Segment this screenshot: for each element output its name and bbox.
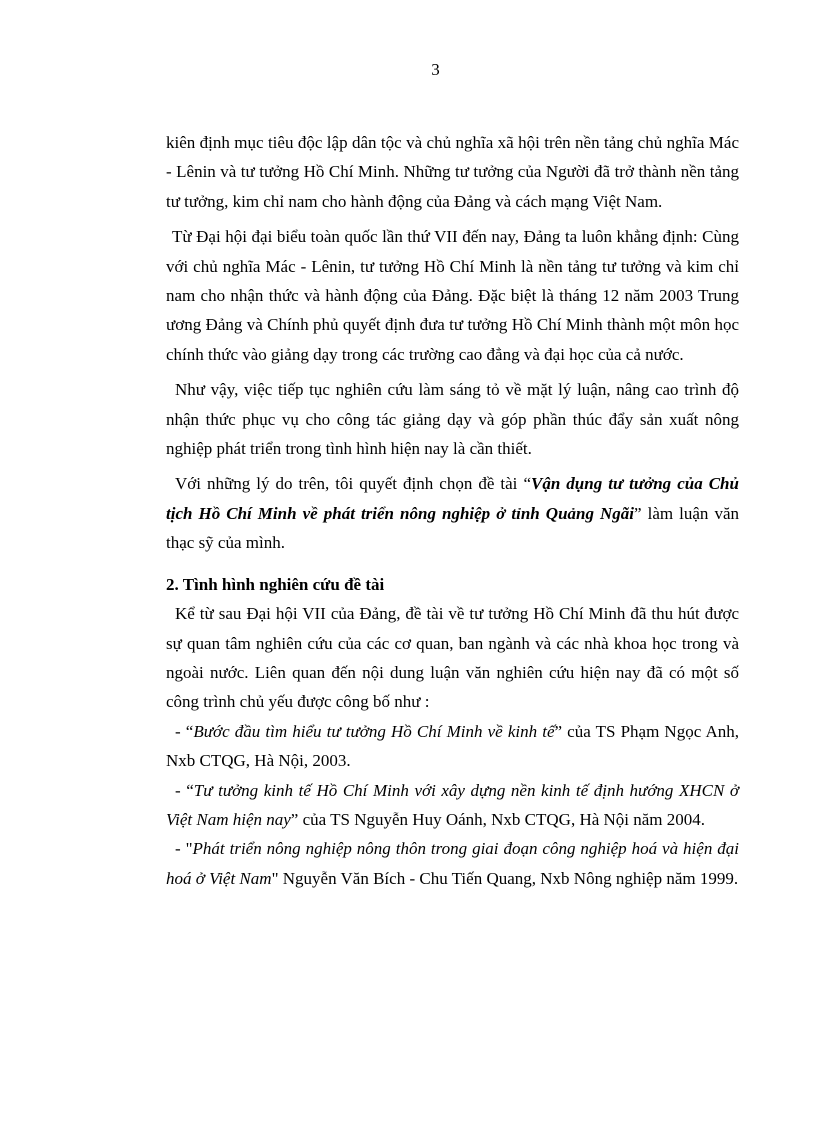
paragraph-topic-choice [166,469,739,557]
section-heading: 2. Tình hình nghiên cứu đề tài [166,574,385,594]
paragraph-research-need: Như vậy, việc tiếp tục nghiên cứu làm sáng tỏ về mặt lý luận, nâng cao trình độ nhận thức phục vụ cho công tác giảng dạy và góp phần thúc đẩy sản xuất nông nghiệp phát triển trong tình hình hiện nay là cần thiết. [166,380,739,459]
topic-intro-text: Với những lý do trên, tôi quyết định chọn đề tài “ [175,474,531,494]
reference-title: Bước đầu tìm hiểu tư tưởng Hồ Chí Minh về kinh tế [193,721,555,741]
paragraph-party-ideology: kiên định mục tiêu độc lập dân tộc và chủ nghĩa xã hội trên nền tảng chủ nghĩa Mác - Lênin và tư tưởng Hồ Chí Minh. Những tư tưởng của Người đã trở thành nền tảng tư tưởng, kim chỉ nam cho hành động của Đảng và cách mạng Việt Nam. [166,133,739,211]
reference-item: - “Tư tưởng kinh tế Hồ Chí Minh với xây dựng nền kinh tế định hướng XHCN ở Việt Nam hiện nay” của TS Nguyễn Huy Oánh, Nxb CTQG, Hà Nội năm 2004. [166,780,739,829]
paragraph-research-status: Kể từ sau Đại hội VII của Đảng, đề tài về tư tưởng Hồ Chí Minh đã thu hút được sự quan tâm nghiên cứu của các cơ quan, ban ngành và các nhà khoa học trong và ngoài nước. Liên quan đến nội dung luận văn nghiên cứu hiện nay đã có một số công trình chủ yếu được công bố như : [166,604,739,712]
reference-item: - "Phát triển nông nghiệp nông thôn trong giai đoạn công nghiệp hoá và hiện đại hoá ở Việt Nam" Nguyễn Văn Bích - Chu Tiến Quang, Nxb Nông nghiệp năm 1999. [166,839,739,888]
page-number: 3 [431,60,440,79]
reference-item: - “Bước đầu tìm hiểu tư tưởng Hồ Chí Minh về kinh tế” của TS Phạm Ngọc Anh, Nxb CTQG, Hà Nội, 2003. [166,721,739,771]
paragraph-congress-vii: Từ Đại hội đại biểu toàn quốc lần thứ VII đến nay, Đảng ta luôn khẳng định: Cùng với chủ nghĩa Mác - Lênin, tư tưởng Hồ Chí Minh là nền tảng tư tưởng và kim chỉ nam cho nhận thức và hành động của Đảng. Đặc biệt là tháng 12 năm 2003 Trung ương Đảng và Chính phủ quyết định đưa tư tưởng Hồ Chí Minh thành một môn học chính thức vào giảng dạy trong các trường cao đẳng và đại học của cả nước. [166,227,739,364]
topic-outro-text: ” làm luận văn thạc sỹ của mình. [166,503,739,553]
thesis-title: Vận dụng tư tưởng của Chủ tịch Hồ Chí Minh về phát triển nông nghiệp ở tỉnh Quảng Ngãi [166,474,739,523]
document-body [166,128,739,893]
reference-title: Tư tưởng kinh tế Hồ Chí Minh với xây dựng nền kinh tế định hướng XHCN ở Việt Nam hiện nay [166,780,739,829]
reference-title: Phát triển nông nghiệp nông thôn trong giai đoạn công nghiệp hoá và hiện đại hoá ở Việt Nam [166,839,739,888]
